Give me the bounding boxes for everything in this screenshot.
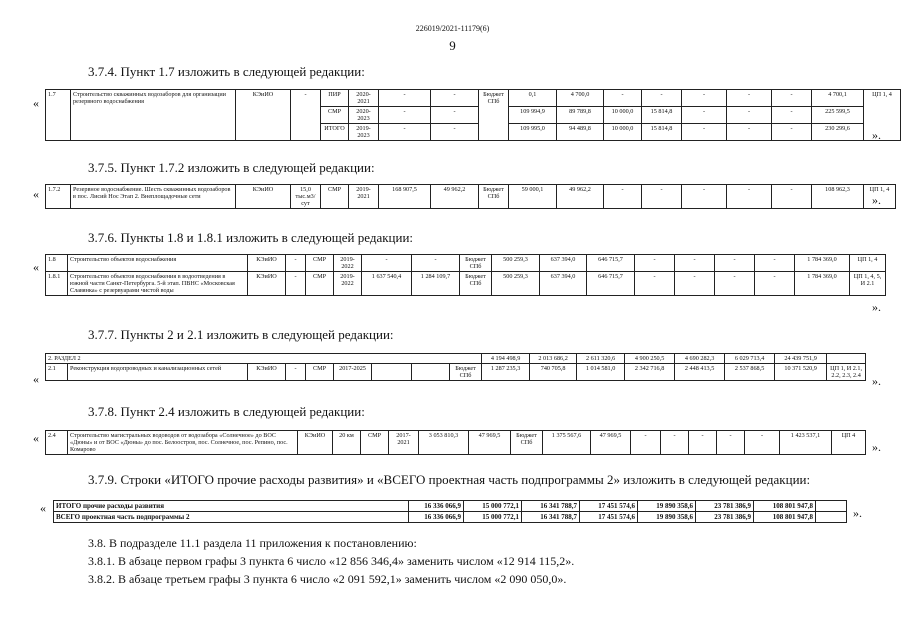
table-cell: 23 781 386,9	[696, 512, 754, 523]
table-cell: 20 км	[333, 431, 361, 455]
document-number: 226019/2021-11179(6)	[415, 24, 490, 33]
table-cell: СМР	[306, 255, 334, 272]
cell-value: -	[682, 107, 727, 124]
table-cell: 500 259,3	[492, 255, 540, 272]
cell-value: 6 029 713,4	[725, 354, 775, 364]
table-cell: 637 394,0	[540, 272, 587, 296]
table-cell: 15,0 тыс.м3/сут	[291, 185, 321, 209]
table-cell: -	[682, 185, 727, 209]
table-cell: 3 053 810,3	[419, 431, 469, 455]
table-cell: Бюджет СПб	[450, 364, 482, 381]
table-cell: -	[286, 364, 306, 381]
table-cell: Резервное водоснабжение. Шесть скважинных водозаборов в пос. Лисий Нос Этап 2. Внеплощадочные сети	[71, 185, 236, 209]
cell-value: -	[604, 90, 642, 107]
cell-value: 0,1	[509, 90, 557, 107]
table-cell: СМР	[306, 272, 334, 296]
cell-value: 10 000,0	[604, 107, 642, 124]
cell-period: 2020-2021	[349, 90, 379, 107]
cell-cost: -	[379, 124, 431, 141]
cell-cost: -	[379, 107, 431, 124]
table-cell: 16 341 788,7	[522, 501, 580, 512]
table-cell: -	[675, 272, 715, 296]
table-cell: 49 962,2	[431, 185, 479, 209]
table-cell: 59 000,1	[509, 185, 557, 209]
table-row	[54, 512, 847, 523]
cell-value: 4 700,0	[557, 90, 604, 107]
cell-source: Бюджет СПб	[479, 90, 509, 141]
cell-value: 4 900 250,5	[625, 354, 675, 364]
quote-open: «	[33, 187, 39, 201]
table-cell: 1 375 567,6	[543, 431, 591, 455]
table-cell: 10 371 520,9	[775, 364, 827, 381]
table-cell: -	[689, 431, 717, 455]
table-cell: 1 014 581,0	[577, 364, 625, 381]
table-cell: Строительство объектов водоснабжения в водоотведения в южной части Санкт-Петербурга. 5-й этап. ПВНС «Московская Славянка» с резервуарами чистой воды	[68, 272, 248, 296]
table-cell: 19 890 358,6	[638, 512, 696, 523]
table-totals	[53, 500, 847, 523]
table-cell: ЦП 1, И 2.1, 2.2, 2.3, 2.4	[827, 364, 866, 381]
table-cell: 17 451 574,6	[580, 512, 638, 523]
table-cell: -	[755, 272, 795, 296]
table-cell: ВСЕГО проектная часть подпрограммы 2	[54, 512, 409, 523]
cell-value: -	[682, 90, 727, 107]
table-cell: 16 336 066,9	[409, 501, 464, 512]
table-cell: КЭиИО	[236, 185, 291, 209]
table-cell: ЦП 1, 4	[864, 185, 896, 209]
table-cell: 49 962,2	[557, 185, 604, 209]
cell-value: 4 690 282,3	[675, 354, 725, 364]
table-cell: 740 705,8	[530, 364, 577, 381]
table-cell: 15 000 772,1	[464, 512, 522, 523]
heading-3-7-9: 3.7.9. Строки «ИТОГО прочие расходы развития» и «ВСЕГО проектная часть подпрограммы 2» изложить в следующей редакции:	[88, 472, 811, 487]
table-cell: 16 341 788,7	[522, 512, 580, 523]
heading-3-7-8: 3.7.8. Пункт 2.4 изложить в следующей редакции:	[88, 404, 365, 419]
cell-target: ЦП 1, 4	[864, 90, 901, 141]
table-cell: 2 448 413,5	[675, 364, 725, 381]
table-cell: 108 962,3	[812, 185, 864, 209]
table-cell: СМР	[361, 431, 389, 455]
table-row	[46, 431, 866, 455]
table-cell: 168 907,5	[379, 185, 431, 209]
table-cell: -	[772, 185, 812, 209]
table-cell: Бюджет СПб	[479, 185, 509, 209]
heading-3-7-7: 3.7.7. Пункты 2 и 2.1 изложить в следующей редакции:	[88, 327, 394, 342]
cell-value: -	[772, 90, 812, 107]
cell-total: 24 439 751,9	[775, 354, 827, 364]
cell-stage: ИТОГО	[321, 124, 349, 141]
cell-value: -	[772, 107, 812, 124]
cell-num: 1.7	[46, 90, 71, 141]
table-cell: -	[631, 431, 661, 455]
table-cell: 646 715,7	[587, 255, 635, 272]
cell-total: 230 299,6	[812, 124, 864, 141]
quote-open: «	[33, 260, 39, 274]
quote-open: «	[33, 372, 39, 386]
quote-open: «	[40, 501, 46, 515]
table-cell: 646 715,7	[587, 272, 635, 296]
quote-open: «	[33, 431, 39, 445]
cell-value: -	[682, 124, 727, 141]
table-item-1-7	[45, 89, 901, 141]
table-cell: КЭиИО	[298, 431, 333, 455]
table-cell: КЭиИО	[248, 364, 286, 381]
heading-3-7-5: 3.7.5. Пункт 1.7.2 изложить в следующей редакции:	[88, 160, 375, 175]
cell-period: 2020-2023	[349, 107, 379, 124]
cell-org: КЭиИО	[236, 90, 291, 141]
cell-value: 10 000,0	[604, 124, 642, 141]
cell-value: 89 789,8	[557, 107, 604, 124]
quote-close: ».	[872, 128, 881, 142]
table-cell: 2019-2022	[334, 272, 362, 296]
table-cell: -	[286, 272, 306, 296]
table-cell: 2 342 716,8	[625, 364, 675, 381]
quote-close: ».	[853, 506, 862, 520]
cell-value: -	[642, 90, 682, 107]
table-cell: -	[661, 431, 689, 455]
table-cell: -	[755, 255, 795, 272]
heading-3-7-6: 3.7.6. Пункты 1.8 и 1.8.1 изложить в следующей редакции:	[88, 230, 414, 245]
table-cell: 1.8.1	[46, 272, 68, 296]
table-cell	[816, 501, 847, 512]
cell-value: 109 994,9	[509, 107, 557, 124]
table-cell: -	[715, 272, 755, 296]
table-cell: 637 394,0	[540, 255, 587, 272]
table-cell: 23 781 386,9	[696, 501, 754, 512]
table-cell: КЭиИО	[248, 255, 286, 272]
cell-total: 225 599,5	[812, 107, 864, 124]
cell-value: 94 489,8	[557, 124, 604, 141]
table-cell: -	[642, 185, 682, 209]
cell-total: 4 700,1	[812, 90, 864, 107]
table-row	[46, 364, 866, 381]
cell-period: 2019-2023	[349, 124, 379, 141]
table-cell: 2019-2022	[334, 255, 362, 272]
table-cell	[412, 364, 450, 381]
table-cell: 108 801 947,8	[754, 512, 816, 523]
table-cell: 19 890 358,6	[638, 501, 696, 512]
table-cell: Строительство магистральных водоводов от водозабора «Солнечное» до ВОС «Дюны» и от ВОС «Дюны» до пос. Белоостров, пос. Солнечное, пос. Репино, пос. Комарово	[68, 431, 298, 455]
cell-cost2: -	[431, 124, 479, 141]
table-cell: СМР	[321, 185, 349, 209]
paragraph-3-8-2: 3.8.2. В абзаце третьем графы 3 пункта 6 число «2 091 592,1» заменить числом «2 090 050,0».	[88, 572, 567, 586]
table-cell: Бюджет СПб	[511, 431, 543, 455]
table-cell: 47 969,5	[469, 431, 511, 455]
table-cell: 1 637 540,4	[362, 272, 412, 296]
table-row	[46, 272, 886, 296]
table-cell: -	[745, 431, 780, 455]
table-cell: -	[715, 255, 755, 272]
cell-value: 15 814,8	[642, 124, 682, 141]
table-cell: 15 000 772,1	[464, 501, 522, 512]
table-cell: -	[286, 255, 306, 272]
cell-cost: -	[379, 90, 431, 107]
table-item-2-4	[45, 430, 866, 455]
table-cell: 108 801 947,8	[754, 501, 816, 512]
cell-name: Строительство скважинных водозаборов для организации резервного водоснабжения	[71, 90, 236, 141]
table-cell: -	[635, 255, 675, 272]
table-section-2	[45, 353, 866, 381]
cell-value: 109 995,0	[509, 124, 557, 141]
table-cell: КЭиИО	[248, 272, 286, 296]
table-cell: -	[675, 255, 715, 272]
table-cell	[816, 512, 847, 523]
table-cell: Реконструкция водопроводных и канализационных сетей	[68, 364, 248, 381]
table-cell: 17 451 574,6	[580, 501, 638, 512]
table-cell: 1 287 235,3	[482, 364, 530, 381]
table-cell: -	[604, 185, 642, 209]
table-cell: 1 284 109,7	[412, 272, 460, 296]
table-cell: 2.1	[46, 364, 68, 381]
cell-value: 4 194 498,9	[482, 354, 530, 364]
cell-value: 15 814,8	[642, 107, 682, 124]
table-cell: -	[362, 255, 412, 272]
table-cell: 2017-2025	[334, 364, 372, 381]
table-cell: 1 423 537,1	[780, 431, 832, 455]
table-cell: 2 537 868,5	[725, 364, 775, 381]
cell-stage: СМР	[321, 107, 349, 124]
quote-close: ».	[872, 440, 881, 454]
cell-value: 2 611 320,6	[577, 354, 625, 364]
table-cell: 16 336 066,9	[409, 512, 464, 523]
table-cell: 1 784 369,0	[795, 272, 850, 296]
table-cell: ЦП 4	[832, 431, 866, 455]
table-items-1-8	[45, 254, 886, 296]
table-cell: Строительство объектов водоснабжения	[68, 255, 248, 272]
table-cell: ИТОГО прочие расходы развития	[54, 501, 409, 512]
table-cell: 1.7.2	[46, 185, 71, 209]
cell-cost2: -	[431, 90, 479, 107]
paragraph-3-8: 3.8. В подразделе 11.1 раздела 11 приложения к постановлению:	[88, 536, 417, 550]
page-number: 9	[449, 38, 456, 53]
table-cell: ЦП 1, 4	[850, 255, 886, 272]
table-cell: Бюджет СПб	[460, 272, 492, 296]
heading-3-7-4: 3.7.4. Пункт 1.7 изложить в следующей редакции:	[88, 64, 365, 79]
cell-stage: ПИР	[321, 90, 349, 107]
cell-value: -	[772, 124, 812, 141]
table-row	[54, 501, 847, 512]
table-cell: СМР	[306, 364, 334, 381]
paragraph-3-8-1: 3.8.1. В абзаце первом графы 3 пункта 6 число «12 856 346,4» заменить числом «12 914 115,2».	[88, 554, 575, 568]
table-row	[46, 185, 896, 209]
cell-value: -	[727, 107, 772, 124]
cell-empty	[827, 354, 866, 364]
cell-value: 2 013 686,2	[530, 354, 577, 364]
quote-close: ».	[872, 300, 881, 314]
cell-cost2: -	[431, 107, 479, 124]
table-cell: 47 969,5	[591, 431, 631, 455]
table-cell: ЦП 1, 4, 5, И 2.1	[850, 272, 886, 296]
quote-close: ».	[872, 193, 881, 207]
table-cell: -	[635, 272, 675, 296]
table-cell: -	[717, 431, 745, 455]
table-cell: Бюджет СПб	[460, 255, 492, 272]
cell-value: -	[727, 90, 772, 107]
cell-capacity: -	[291, 90, 321, 141]
table-cell: 1 784 369,0	[795, 255, 850, 272]
table-cell: 2019-2021	[349, 185, 379, 209]
table-cell: 500 259,3	[492, 272, 540, 296]
table-cell: 2017-2021	[389, 431, 419, 455]
quote-close: ».	[872, 374, 881, 388]
table-cell: -	[412, 255, 460, 272]
table-cell: 2.4	[46, 431, 68, 455]
cell-value: -	[727, 124, 772, 141]
table-cell: 1.8	[46, 255, 68, 272]
table-item-1-7-2	[45, 184, 896, 209]
quote-open: «	[33, 96, 39, 110]
section-title: 2. РАЗДЕЛ 2	[46, 354, 482, 364]
table-cell: -	[727, 185, 772, 209]
table-cell	[372, 364, 412, 381]
table-row	[46, 255, 886, 272]
